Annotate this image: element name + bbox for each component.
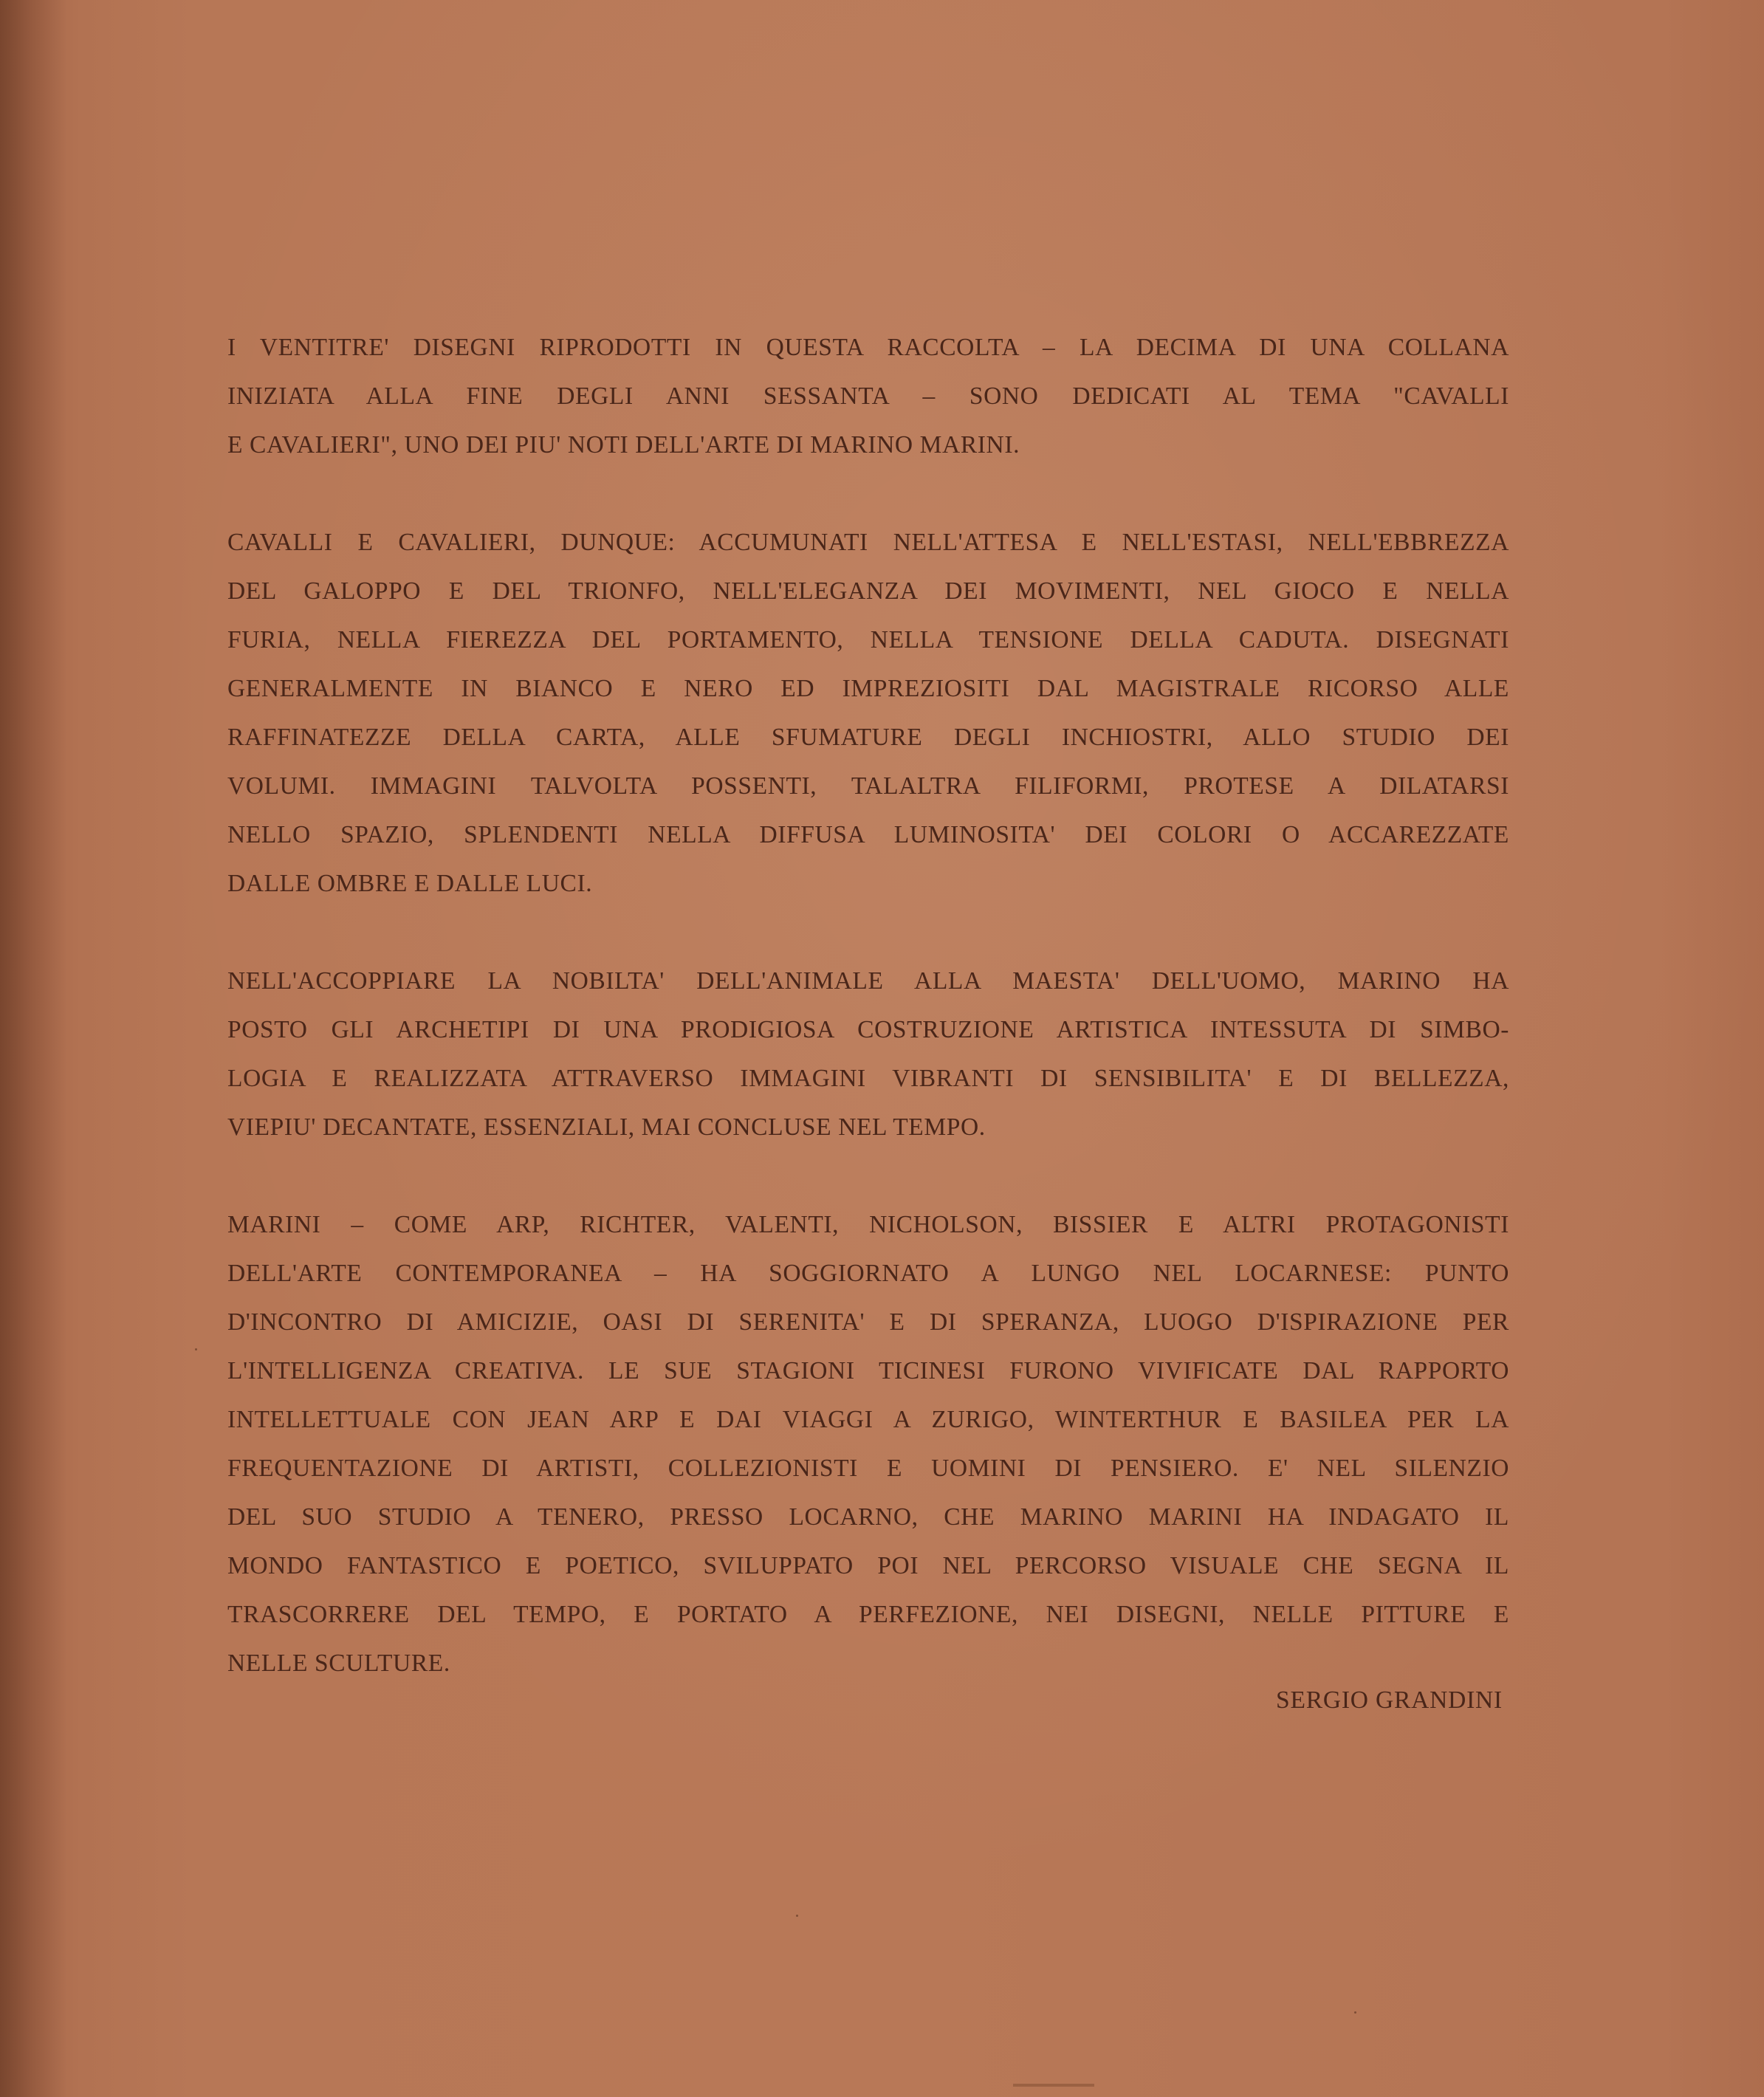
- text-line: NELLE SCULTURE.: [227, 1650, 450, 1677]
- text-line: NELLO SPAZIO, SPLENDENTI NELLA DIFFUSA LUMINOSITA' DEI COLORI O ACCAREZZATE: [227, 821, 1509, 848]
- text-line: FURIA, NELLA FIEREZZA DEL PORTAMENTO, NELLA TENSIONE DELLA CADUTA. DISEGNATI: [227, 626, 1509, 653]
- text-line: DEL GALOPPO E DEL TRIONFO, NELL'ELEGANZA DEI MOVIMENTI, NEL GIOCO E NELLA: [227, 577, 1509, 605]
- text-line: MONDO FANTASTICO E POETICO, SVILUPPATO POI NEL PERCORSO VISUALE CHE SEGNA IL: [227, 1552, 1509, 1579]
- paper-mark: [1013, 2084, 1094, 2087]
- text-line: NELL'ACCOPPIARE LA NOBILTA' DELL'ANIMALE ALLA MAESTA' DELL'UOMO, MARINO HA: [227, 967, 1509, 995]
- binding-shadow: [0, 0, 66, 2097]
- text-line: TRASCORRERE DEL TEMPO, E PORTATO A PERFEZIONE, NEI DISEGNI, NELLE PITTURE E: [227, 1601, 1509, 1628]
- text-line: INTELLETTUALE CON JEAN ARP E DAI VIAGGI A ZURIGO, WINTERTHUR E BASILEA PER LA: [227, 1406, 1509, 1433]
- text-line: FREQUENTAZIONE DI ARTISTI, COLLEZIONISTI E UOMINI DI PENSIERO. E' NEL SILENZIO: [227, 1455, 1509, 1482]
- paper-speck: [195, 1348, 197, 1350]
- text-line: VOLUMI. IMMAGINI TALVOLTA POSSENTI, TALALTRA FILIFORMI, PROTESE A DILATARSI: [227, 772, 1509, 800]
- paragraph-1: [227, 323, 1509, 470]
- text-line: DEL SUO STUDIO A TENERO, PRESSO LOCARNO, CHE MARINO MARINI HA INDAGATO IL: [227, 1503, 1509, 1531]
- text-line: D'INCONTRO DI AMICIZIE, OASI DI SERENITA' E DI SPERANZA, LUOGO D'ISPIRAZIONE PER: [227, 1308, 1509, 1336]
- text-line: E CAVALIERI", UNO DEI PIU' NOTI DELL'ARTE DI MARINO MARINI.: [227, 431, 1020, 459]
- text-line: DELL'ARTE CONTEMPORANEA – HA SOGGIORNATO A LUNGO NEL LOCARNESE: PUNTO: [227, 1260, 1509, 1287]
- text-line: INIZIATA ALLA FINE DEGLI ANNI SESSANTA – SONO DEDICATI AL TEMA "CAVALLI: [227, 382, 1509, 410]
- paper-speck: [1354, 2011, 1356, 2014]
- paragraph-2: [227, 518, 1509, 908]
- text-line: MARINI – COME ARP, RICHTER, VALENTI, NICHOLSON, BISSIER E ALTRI PROTAGONISTI: [227, 1211, 1509, 1238]
- text-line: CAVALLI E CAVALIERI, DUNQUE: ACCUMUNATI NELL'ATTESA E NELL'ESTASI, NELL'EBBREZZA: [227, 529, 1509, 556]
- text-line: VIEPIU' DECANTATE, ESSENZIALI, MAI CONCLUSE NEL TEMPO.: [227, 1113, 986, 1141]
- text-line: L'INTELLIGENZA CREATIVA. LE SUE STAGIONI TICINESI FURONO VIVIFICATE DAL RAPPORTO: [227, 1357, 1509, 1384]
- text-line: GENERALMENTE IN BIANCO E NERO ED IMPREZIOSITI DAL MAGISTRALE RICORSO ALLE: [227, 675, 1509, 702]
- text-line: RAFFINATEZZE DELLA CARTA, ALLE SFUMATURE DEGLI INCHIOSTRI, ALLO STUDIO DEI: [227, 724, 1509, 751]
- text-line: LOGIA E REALIZZATA ATTRAVERSO IMMAGINI VIBRANTI DI SENSIBILITA' E DI BELLEZZA,: [227, 1065, 1509, 1092]
- author-signature: SERGIO GRANDINI: [1276, 1686, 1503, 1714]
- text-line: DALLE OMBRE E DALLE LUCI.: [227, 870, 593, 897]
- essay-text: [227, 323, 1509, 1737]
- text-line: I VENTITRE' DISEGNI RIPRODOTTI IN QUESTA RACCOLTA – LA DECIMA DI UNA COLLANA: [227, 334, 1509, 361]
- paragraph-4: [227, 1201, 1509, 1688]
- paper-speck: [796, 1915, 798, 1917]
- paragraph-3: [227, 957, 1509, 1152]
- text-line: POSTO GLI ARCHETIPI DI UNA PRODIGIOSA COSTRUZIONE ARTISTICA INTESSUTA DI SIMBO-: [227, 1016, 1509, 1043]
